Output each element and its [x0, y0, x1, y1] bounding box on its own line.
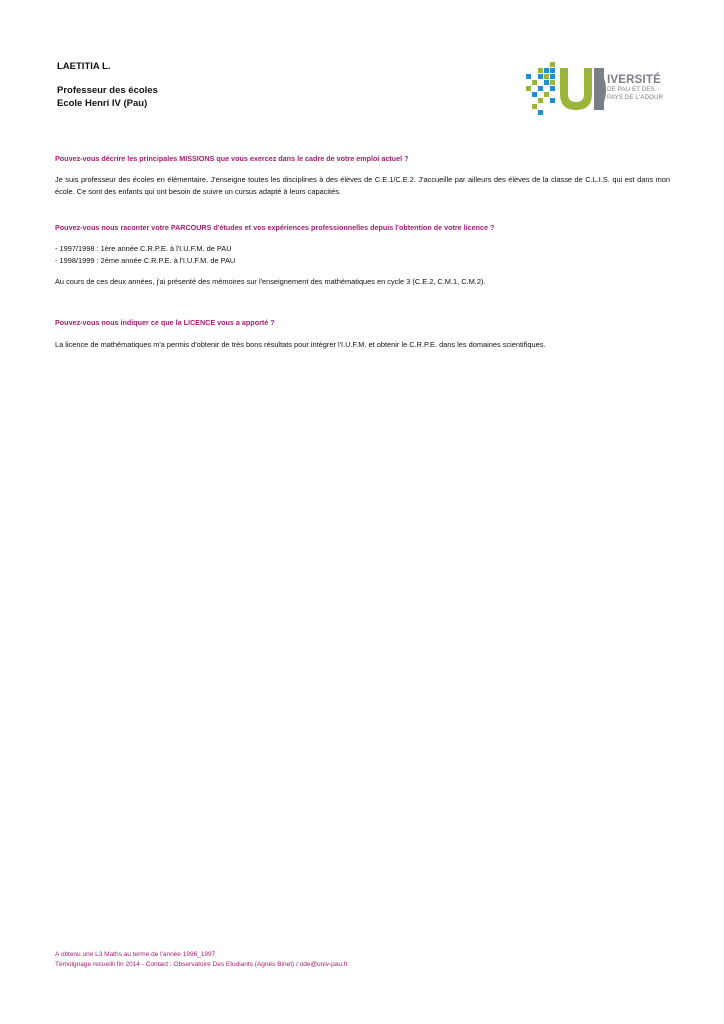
question-licence: Pouvez-vous nous indiquer ce que la LICENCE vous a apporté ?: [55, 318, 275, 327]
answer-missions: Je suis professeur des écoles en élémentaire. J'enseigne toutes les disciplines à des élèves de C.E.1/C.E.2. J'accueille par ailleurs des élèves de la classe de C.L.I.S. qui est dans mon école. Ce sont des enfants qui ont besoin de suivre un cursus adapté à leurs capacités.: [55, 175, 670, 196]
parcours-item-1: - 1997/1998 : 1ère année C.R.P.E. à l'I.U.F.M. de PAU: [55, 244, 232, 253]
section-licence: [55, 318, 670, 351]
university-logo: [524, 60, 669, 116]
section-parcours: [55, 223, 670, 288]
person-role: Professeur des écoles: [57, 85, 158, 96]
answer-licence: La licence de mathématiques m'a permis d'obtenir de très bons résultats pour intégrer l'I.U.F.M. et obtenir le C.R.P.E. dans les domaines scientifiques.: [55, 340, 546, 349]
parcours-list: [55, 243, 670, 266]
parcours-item-2: - 1998/1999 : 2ème année C.R.P.E. à l'I.U.F.M. de PAU: [55, 255, 236, 265]
person-header: [57, 60, 158, 110]
section-missions: [55, 154, 670, 197]
question-parcours: Pouvez-vous nous raconter votre PARCOURS d'études et vos expériences professionnelles depuis l'obtention de votre licence ?: [55, 223, 495, 232]
person-school: Ecole Henri IV (Pau): [57, 98, 148, 109]
person-name: LAETITIA L.: [57, 61, 111, 72]
question-missions: Pouvez-vous décrire les principales MISSIONS que vous exercez dans le cadre de votre emploi actuel ?: [55, 154, 409, 163]
answer-parcours: Au cours de ces deux années, j'ai présenté des mémoires sur l'enseignement des mathématiques en cycle 3 (C.E.2, C.M.1, C.M.2).: [55, 277, 486, 286]
logo-line-1: DE PAU ET DES: [607, 86, 655, 93]
footer: [55, 950, 348, 970]
logo-line-2: PAYS DE L'ADOUR: [607, 93, 664, 101]
university-logo-text: [607, 74, 663, 101]
footer-line-1: A obtenu une L3 Maths au terme de l'année 1996_1997: [55, 951, 216, 958]
footer-line-2: Témoignage recueilli fin 2014 - Contact : Observatoire Des Etudiants (Agnès Binet) / ode@univ-pau.fr: [55, 961, 348, 968]
logo-title: IVERSITÉ: [607, 74, 662, 86]
